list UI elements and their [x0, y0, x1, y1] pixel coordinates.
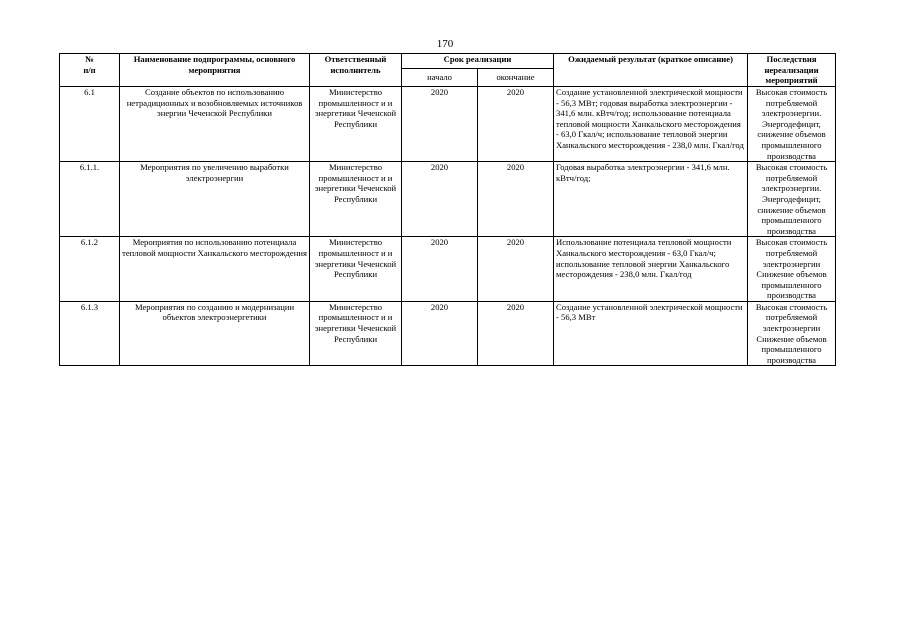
header-end: окончание: [478, 69, 554, 87]
row-result: Создание установленной электрической мощности - 56,3 МВт; годовая выработка электроэнергии - 341,6 млн. кВтч/год; использование потенциала тепловой мощности Ханкальского месторождения - 63,0 Гкал/ч; использование тепловой энергии Ханкальского месторождения - 238,0 млн. Гкал/год: [554, 87, 748, 162]
row-executor: Министерство промышленност и и энергетики Чеченской Республики: [310, 237, 402, 302]
header-name: Наименование подпрограммы, основного мероприятия: [120, 54, 310, 87]
row-name: Мероприятия по использованию потенциала тепловой мощности Ханкальского месторождения: [120, 237, 310, 302]
header-consequences: Последствия нереализации мероприятий: [748, 54, 836, 87]
row-executor: Министерство промышленност и и энергетики Чеченской Республики: [310, 301, 402, 366]
row-end: 2020: [478, 162, 554, 237]
table-row: [60, 87, 836, 162]
row-consequences: Высокая стоимость потребляемой электроэнергии Снижение объемов промышленного производства: [748, 301, 836, 366]
row-name: Мероприятия по увеличению выработки электроэнергии: [120, 162, 310, 237]
row-name: Мероприятия по созданию и модернизации объектов электроэнергетики: [120, 301, 310, 366]
row-consequences: Высокая стоимость потребляемой электроэнергии. Энергодефицит, снижение объемов промышленного производства: [748, 87, 836, 162]
row-name: Создание объектов по использованию нетрадиционных и возобновляемых источников энергии Чеченской Республики: [120, 87, 310, 162]
row-result: Годовая выработка электроэнергии - 341,6 млн. кВтч/год;: [554, 162, 748, 237]
row-start: 2020: [402, 237, 478, 302]
row-result: Использование потенциала тепловой мощности Ханкальского месторождения - 63,0 Гкал/ч; использование тепловой энергии Ханкальского месторождения - 238,0 млн. Гкал/год: [554, 237, 748, 302]
header-start: начало: [402, 69, 478, 87]
row-consequences: Высокая стоимость потребляемой электроэнергии. Энергодефицит, снижение объемов промышленного производства: [748, 162, 836, 237]
row-executor: Министерство промышленност и и энергетики Чеченской Республики: [310, 87, 402, 162]
header-executor: Ответственный исполнитель: [310, 54, 402, 87]
row-num: 6.1: [60, 87, 120, 162]
row-end: 2020: [478, 237, 554, 302]
row-num: 6.1.2: [60, 237, 120, 302]
row-num: 6.1.1.: [60, 162, 120, 237]
program-table: [59, 53, 836, 366]
row-start: 2020: [402, 301, 478, 366]
row-start: 2020: [402, 87, 478, 162]
row-consequences: Высокая стоимость потребляемой электроэнергии Снижение объемов промышленного производства: [748, 237, 836, 302]
row-end: 2020: [478, 87, 554, 162]
header-period: Срок реализации: [402, 54, 554, 69]
header-result: Ожидаемый результат (краткое описание): [554, 54, 748, 87]
header-num: № п/п: [60, 54, 120, 87]
row-executor: Министерство промышленност и и энергетики Чеченской Республики: [310, 162, 402, 237]
row-num: 6.1.3: [60, 301, 120, 366]
row-result: Создание установленной электрической мощности - 56,3 МВт: [554, 301, 748, 366]
page-number: 170: [436, 38, 454, 50]
table-row: [60, 237, 836, 302]
table-row: [60, 301, 836, 366]
table-row: [60, 162, 836, 237]
row-end: 2020: [478, 301, 554, 366]
row-start: 2020: [402, 162, 478, 237]
header-row: [60, 54, 836, 69]
